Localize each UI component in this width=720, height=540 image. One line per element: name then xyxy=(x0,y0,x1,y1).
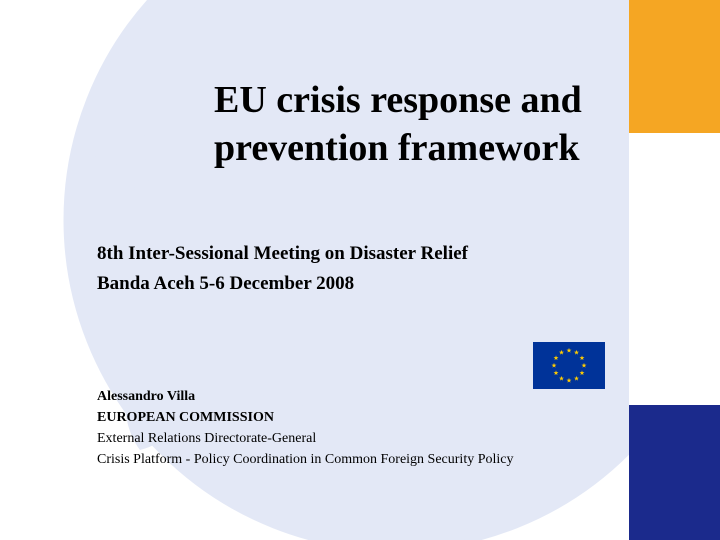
title-line-1: EU crisis response and xyxy=(214,79,582,121)
blue-accent-bar xyxy=(629,405,720,540)
orange-accent-bar xyxy=(629,0,720,133)
author-unit: Crisis Platform - Policy Coordination in Common Foreign Security Policy xyxy=(97,452,514,467)
author-block xyxy=(97,386,617,470)
author-name: Alessandro Villa xyxy=(97,389,196,404)
slide-subtitle xyxy=(97,239,617,299)
subtitle-line-1: 8th Inter-Sessional Meeting on Disaster Relief xyxy=(97,243,468,264)
author-organization: EUROPEAN COMMISSION xyxy=(97,410,274,425)
author-department: External Relations Directorate-General xyxy=(97,431,317,446)
subtitle-line-2: Banda Aceh 5-6 December 2008 xyxy=(97,273,355,294)
slide-title xyxy=(214,76,634,172)
white-accent-bar xyxy=(629,133,720,405)
eu-flag-icon xyxy=(533,342,605,389)
title-line-2: prevention framework xyxy=(214,127,580,169)
